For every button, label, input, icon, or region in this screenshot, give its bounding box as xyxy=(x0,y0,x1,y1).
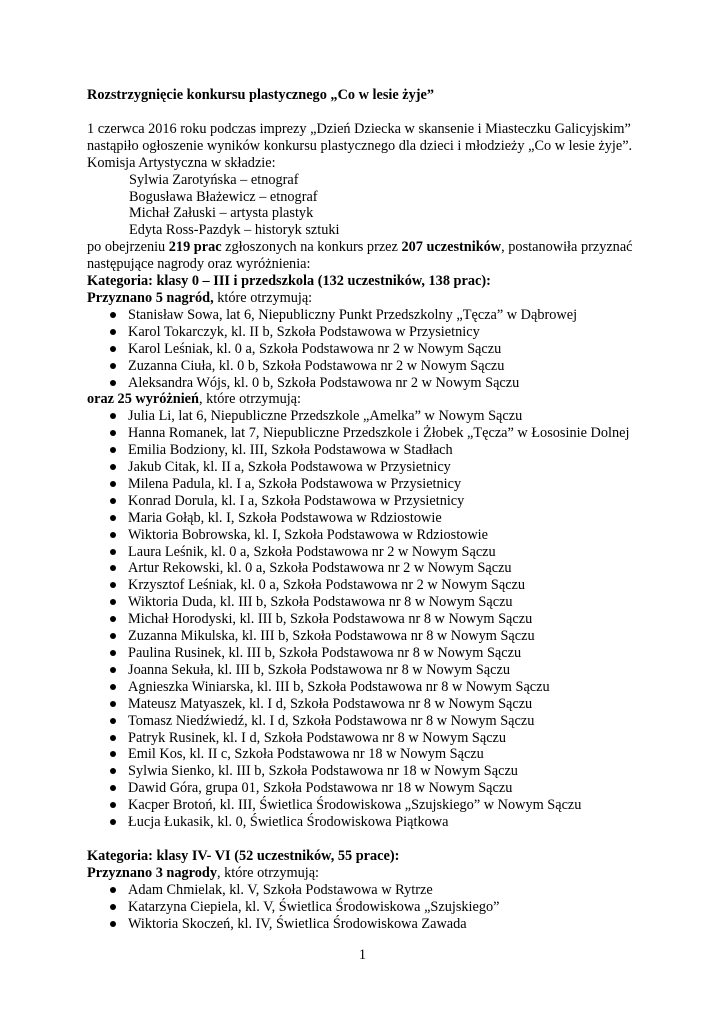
bullet-icon xyxy=(110,650,116,656)
category-2-prizes-intro: Przyznano 3 nagrody, które otrzymują: xyxy=(87,864,320,881)
list-item xyxy=(87,577,647,594)
list-item-text: Zuzanna Mikulska, kl. III b, Szkoła Podstawowa nr 8 w Nowym Sączu xyxy=(128,628,535,645)
jury-member: Michał Załuski – artysta plastyk xyxy=(129,205,314,222)
document-page xyxy=(87,87,647,933)
list-item xyxy=(87,527,647,544)
list-item xyxy=(87,476,647,493)
bullet-icon xyxy=(110,887,116,893)
bullet-icon xyxy=(110,904,116,910)
bullet-icon xyxy=(110,549,116,555)
list-item xyxy=(87,916,647,933)
list-item-text: Adam Chmielak, kl. V, Szkoła Podstawowa w Rytrze xyxy=(128,881,433,898)
bullet-icon xyxy=(110,751,116,757)
jury-member: Sylwia Zarotyńska – etnograf xyxy=(129,171,299,188)
category-1-awards-list xyxy=(87,408,647,831)
list-item xyxy=(87,814,647,831)
list-item xyxy=(87,358,647,375)
list-item-text: Milena Padula, kl. I a, Szkoła Podstawowa w Przysietnicy xyxy=(128,475,462,492)
list-item xyxy=(87,662,647,679)
summary-line-2: następujące nagrody oraz wyróżnienia: xyxy=(87,256,311,273)
category-2-heading: Kategoria: klasy IV- VI (52 uczestników, 55 prace): xyxy=(87,847,400,864)
bullet-icon xyxy=(110,413,116,419)
list-item xyxy=(87,324,647,341)
bullet-icon xyxy=(110,481,116,487)
bullet-icon xyxy=(110,785,116,791)
bullet-icon xyxy=(110,802,116,808)
list-item-text: Joanna Sekuła, kl. III b, Szkoła Podstawowa nr 8 w Nowym Sączu xyxy=(128,661,510,678)
bullet-icon xyxy=(110,819,116,825)
intro-line: nastąpiło ogłoszenie wyników konkursu plastycznego dla dzieci i młodzieży „Co w lesie żyje”. xyxy=(87,137,633,154)
summary-line: po obejrzeniu 219 prac zgłoszonych na konkurs przez 207 uczestników, postanowiła przyznać xyxy=(87,239,633,256)
list-item-text: Hanna Romanek, lat 7, Niepubliczne Przedszkole i Żłobek „Tęcza” w Łososinie Dolnej xyxy=(128,425,630,442)
document-title: Rozstrzygnięcie konkursu plastycznego „Co w lesie żyje” xyxy=(87,87,435,103)
bullet-icon xyxy=(110,329,116,335)
list-item-text: Sylwia Sienko, kl. III b, Szkoła Podstawowa nr 18 w Nowym Sączu xyxy=(128,763,518,780)
list-item-text: Jakub Citak, kl. II a, Szkoła Podstawowa w Przysietnicy xyxy=(128,459,451,476)
list-item xyxy=(87,713,647,730)
list-item-text: Karol Tokarczyk, kl. II b, Szkoła Podstawowa w Przysietnicy xyxy=(128,323,480,340)
bullet-icon xyxy=(110,447,116,453)
list-item xyxy=(87,628,647,645)
bullet-icon xyxy=(110,684,116,690)
list-item-text: Michał Horodyski, kl. III b, Szkoła Podstawowa nr 8 w Nowym Sączu xyxy=(128,611,533,628)
list-item xyxy=(87,730,647,747)
list-item xyxy=(87,679,647,696)
page-number: 1 xyxy=(358,947,367,963)
list-item xyxy=(87,375,647,392)
list-item xyxy=(87,882,647,899)
category-1-heading: Kategoria: klasy 0 – III i przedszkola (132 uczestników, 138 prac): xyxy=(87,273,491,290)
list-item-text: Paulina Rusinek, kl. III b, Szkoła Podstawowa nr 8 w Nowym Sączu xyxy=(128,645,522,661)
list-item xyxy=(87,594,647,611)
list-item xyxy=(87,307,647,324)
list-item-text: Maria Gołąb, kl. I, Szkoła Podstawowa w Rdziostowie xyxy=(128,509,442,526)
bullet-icon xyxy=(110,498,116,504)
intro-line: Komisja Artystyczna w składzie: xyxy=(87,154,276,171)
list-item xyxy=(87,611,647,628)
bullet-icon xyxy=(110,312,116,318)
bullet-icon xyxy=(110,363,116,369)
list-item-text: Kacper Brotoń, kl. III, Świetlica Środowiskowa „Szujskiego” w Nowym Sączu xyxy=(128,797,582,814)
list-item-text: Wiktoria Skoczeń, kl. IV, Świetlica Środowiskowa Zawada xyxy=(128,915,467,932)
list-item-text: Krzysztof Leśniak, kl. 0 a, Szkoła Podstawowa nr 2 w Nowym Sączu xyxy=(128,577,526,594)
list-item xyxy=(87,425,647,442)
bullet-icon xyxy=(110,430,116,436)
list-item-text: Agnieszka Winiarska, kl. III b, Szkoła Podstawowa nr 8 w Nowym Sączu xyxy=(128,678,550,695)
list-item-text: Konrad Dorula, kl. I a, Szkoła Podstawowa w Przysietnicy xyxy=(128,492,465,509)
list-item-text: Mateusz Matyaszek, kl. I d, Szkoła Podstawowa nr 8 w Nowym Sączu xyxy=(128,695,533,712)
bullet-icon xyxy=(110,667,116,673)
list-item xyxy=(87,645,647,662)
list-item-text: Wiktoria Duda, kl. III b, Szkoła Podstawowa nr 8 w Nowym Sączu xyxy=(128,594,513,611)
list-item-text: Karol Leśniak, kl. 0 a, Szkoła Podstawowa nr 2 w Nowym Sączu xyxy=(128,340,502,357)
list-item-text: Laura Leśnik, kl. 0 a, Szkoła Podstawowa nr 2 w Nowym Sączu xyxy=(128,543,496,560)
list-item xyxy=(87,341,647,358)
list-item xyxy=(87,560,647,577)
list-item xyxy=(87,408,647,425)
jury-member: Bogusława Błażewicz – etnograf xyxy=(129,188,318,205)
category-1-prizes-list xyxy=(87,307,647,392)
list-item-text: Patryk Rusinek, kl. I d, Szkoła Podstawowa nr 8 w Nowym Sączu xyxy=(128,729,507,746)
bullet-icon xyxy=(110,768,116,774)
list-item xyxy=(87,510,647,527)
bullet-icon xyxy=(110,346,116,352)
list-item xyxy=(87,746,647,763)
list-item-text: Aleksandra Wójs, kl. 0 b, Szkoła Podstawowa nr 2 w Nowym Sączu xyxy=(128,374,520,391)
bullet-icon xyxy=(110,599,116,605)
list-item xyxy=(87,544,647,561)
list-item xyxy=(87,899,647,916)
bullet-icon xyxy=(110,532,116,538)
category-2-prizes-list xyxy=(87,882,647,933)
bullet-icon xyxy=(110,582,116,588)
list-item xyxy=(87,442,647,459)
list-item-text: Łucja Łukasik, kl. 0, Świetlica Środowiskowa Piątkowa xyxy=(128,814,449,831)
bullet-icon xyxy=(110,380,116,386)
list-item xyxy=(87,493,647,510)
category-1-awards-intro: oraz 25 wyróżnień, które otrzymują: xyxy=(87,391,302,408)
list-item-text: Zuzanna Ciuła, kl. 0 b, Szkoła Podstawowa nr 2 w Nowym Sączu xyxy=(128,357,505,374)
bullet-icon xyxy=(110,616,116,622)
bullet-icon xyxy=(110,735,116,741)
participants-count: 207 uczestników xyxy=(401,239,502,256)
intro-line: 1 czerwca 2016 roku podczas imprezy „Dzień Dziecka w skansenie i Miasteczku Galicyjskim” xyxy=(87,120,631,137)
list-item-text: Emil Kos, kl. II c, Szkoła Podstawowa nr 18 w Nowym Sączu xyxy=(128,746,484,763)
list-item-text: Tomasz Niedźwiedź, kl. I d, Szkoła Podstawowa nr 8 w Nowym Sączu xyxy=(128,712,535,729)
bullet-icon xyxy=(110,921,116,927)
list-item xyxy=(87,763,647,780)
bullet-icon xyxy=(110,515,116,521)
list-item-text: Wiktoria Bobrowska, kl. I, Szkoła Podstawowa w Rdziostowie xyxy=(128,526,488,543)
bullet-icon xyxy=(110,464,116,470)
jury-member: Edyta Ross-Pazdyk – historyk sztuki xyxy=(129,222,340,239)
bullet-icon xyxy=(110,633,116,639)
bullet-icon xyxy=(110,718,116,724)
list-item-text: Stanisław Sowa, lat 6, Niepubliczny Punkt Przedszkolny „Tęcza” w Dąbrowej xyxy=(128,306,578,323)
list-item-text: Katarzyna Ciepiela, kl. V, Świetlica Środowiskowa „Szujskiego” xyxy=(128,898,500,915)
list-item xyxy=(87,696,647,713)
list-item-text: Julia Li, lat 6, Niepubliczne Przedszkole „Amelka” w Nowym Sączu xyxy=(128,408,523,425)
bullet-icon xyxy=(110,565,116,571)
list-item xyxy=(87,797,647,814)
works-count: 219 prac xyxy=(168,239,222,256)
list-item-text: Artur Rekowski, kl. 0 a, Szkoła Podstawowa nr 2 w Nowym Sączu xyxy=(128,560,512,577)
list-item-text: Emilia Bodziony, kl. III, Szkoła Podstawowa w Stadłach xyxy=(128,442,453,459)
list-item xyxy=(87,459,647,476)
bullet-icon xyxy=(110,701,116,707)
category-1-prizes-intro: Przyznano 5 nagród, które otrzymują: xyxy=(87,289,313,306)
list-item xyxy=(87,780,647,797)
list-item-text: Dawid Góra, grupa 01, Szkoła Podstawowa nr 18 w Nowym Sączu xyxy=(128,780,513,797)
